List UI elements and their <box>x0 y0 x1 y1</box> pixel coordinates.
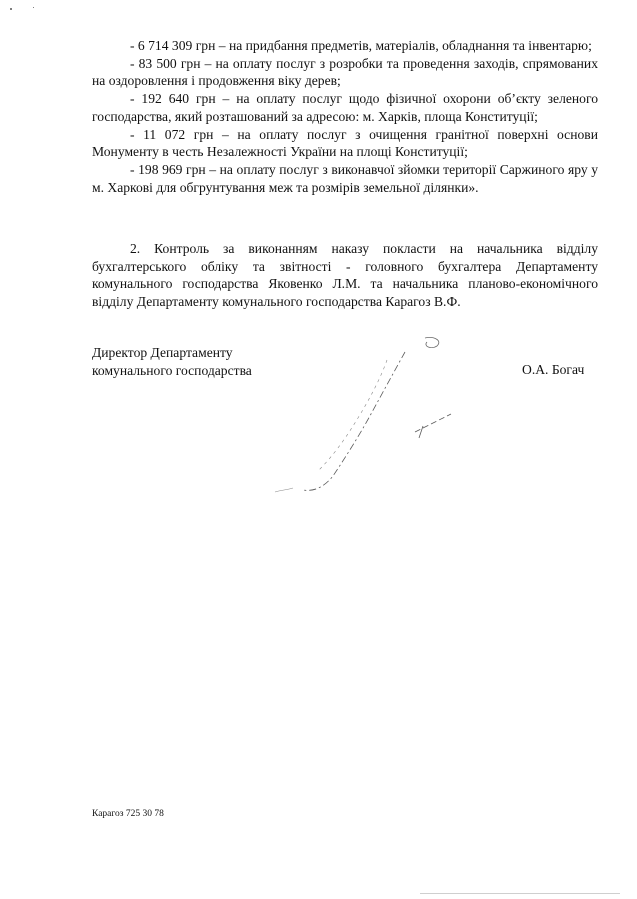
handwritten-signature <box>255 330 485 500</box>
expense-item: - 11 072 грн – на оплату послуг з очищення гранітної поверхні основи Монументу в честь Незалежності України на площі Конституції; <box>92 126 598 160</box>
scan-edge-line <box>420 893 620 894</box>
signatory-title-line1: Директор Департаменту <box>92 345 233 360</box>
scan-speck <box>33 7 34 8</box>
signatory-name: О.А. Богач <box>522 362 585 377</box>
expense-list <box>92 37 598 196</box>
signatory-title-line2: комунального господарства <box>92 362 252 378</box>
expense-item: - 198 969 грн – на оплату послуг з виконавчої зйомки території Саржиного яру у м. Харкові для обгрунтування меж та розмірів земельної ділянки». <box>92 161 598 195</box>
footer-contact: Карагоз 725 30 78 <box>92 809 164 819</box>
scan-speck <box>10 8 12 10</box>
expense-item: - 192 640 грн – на оплату послуг щодо фізичної охорони об’єкту зеленого господарства, який розташований за адресою: м. Харків, площа Конституції; <box>92 91 598 124</box>
expense-item: - 83 500 грн – на оплату послуг з розробки та проведення заходів, спрямованих на оздоровлення і продовження віку дерев; <box>92 55 598 89</box>
control-paragraph <box>92 240 598 311</box>
expense-item: - 6 714 309 грн – на придбання предметів, матеріалів, обладнання та інвентарю; <box>130 38 592 53</box>
control-text: 2. Контроль за виконанням наказу покласти на начальника відділу бухгалтерського обліку та звітності - головного бухгалтера Департаменту комунального господарства Яковенко Л.М. та начальника планово-економічного відділу Департаменту комунального господарства Карагоз В.Ф. <box>92 241 598 310</box>
